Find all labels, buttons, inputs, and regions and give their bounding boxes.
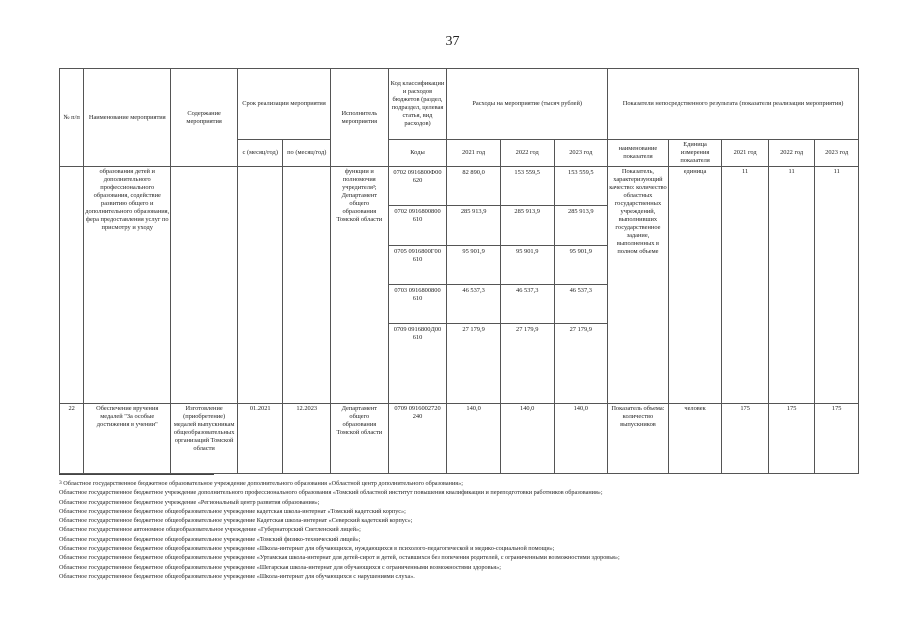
footnote-line: Областное государственное бюджетное общеобразовательное учреждение «Школа-интернат для обучающихся с нарушениями слуха». (59, 572, 415, 580)
amount-cell: 46 537,3 (447, 285, 500, 324)
amount-cell: 285 913,9 (501, 206, 554, 245)
header-executor: Исполнитель мероприятия (331, 69, 389, 167)
row1-2022 (500, 167, 554, 404)
header-ind-name: наименование показателя (608, 140, 669, 167)
row1-2021 (447, 167, 501, 404)
footnote-line: Областное государственное бюджетное учреждение дополнительного профессионального образования «Томский областной институт повышения квалификации и переподготовки работников образования»; (59, 489, 603, 497)
amount-cell: 153 559,5 (501, 167, 554, 206)
header-ind-unit: Единица измерения показателя (668, 140, 722, 167)
row2-i2023: 175 (815, 404, 859, 474)
row1-executor: функции и полномочия учредителя³; Департамент общего образования Томской области (331, 167, 389, 404)
footnote-line: Областное государственное бюджетное общеобразовательное учреждение Кадетская школа-интернат «Северский кадетский корпус»; (59, 517, 413, 525)
amount-cell: 95 901,9 (501, 246, 554, 285)
footnote-line: Областное государственное бюджетное общеобразовательное учреждение кадетская школа-интернат «Томский кадетский корпус»; (59, 507, 406, 515)
header-num: № п/п (60, 69, 84, 167)
header-i2023: 2023 год (815, 140, 859, 167)
footnote-line: Областное государственное бюджетное общеобразовательное учреждение «Томский физико-технический лицей»; (59, 535, 361, 543)
footnote-line: Областное государственное бюджетное общеобразовательное учреждение «Уртамская школа-интернат для детей-сирот и детей, оставшихся без попечения родителей, с ограниченными возможностями здоровья»; (59, 554, 620, 562)
amount-cell: 27 179,9 (569, 326, 592, 334)
header-y2023: 2023 год (554, 140, 608, 167)
row2-ind-unit: человек (668, 404, 722, 474)
code-cell: 0702 0916800Ф00 620 (389, 167, 447, 206)
header-from: с (месяц/год) (237, 140, 283, 167)
header-period: Срок реализации мероприятия (237, 69, 330, 140)
row2-to: 12.2023 (283, 404, 331, 474)
header-i2022: 2022 год (768, 140, 815, 167)
amount-cell: 46 537,3 (501, 285, 554, 324)
amount-cell: 27 179,9 (462, 326, 485, 334)
row1-from (237, 167, 283, 404)
header-to: по (месяц/год) (283, 140, 331, 167)
row2-num: 22 (60, 404, 84, 474)
page-number: 37 (445, 34, 460, 49)
header-y2021: 2021 год (447, 140, 501, 167)
row2-name: Обеспечение вручения медалей "За особые достижения в учении" (84, 404, 171, 474)
footnote-mark: 3 (59, 480, 62, 486)
row2-content: Изготовление (приобретение) медалей выпускникам общеобразовательных организаций Томской области (171, 404, 238, 474)
amount-cell: 153 559,5 (555, 167, 608, 206)
header-content: Содержание мероприятия (171, 69, 238, 167)
row2-ind-name: Показатель объема: количество выпускников (608, 404, 669, 474)
header-name: Наименование мероприятия (84, 69, 171, 167)
footnote-line: Областное государственное бюджетное общеобразовательное учреждение «Школа-интернат для обучающихся, нуждающихся в психолого-педагогической и медико-социальной помощи»; (59, 545, 555, 553)
header-y2022: 2022 год (500, 140, 554, 167)
row1-name: образования детей и дополнительного профессионального образования, содействие развитию общего и дополнительного образования, фера предоставления услуг по присмотру и уходу (84, 167, 171, 404)
table-row (60, 167, 859, 404)
row2-v2023: 140,0 (554, 404, 608, 474)
row1-i2021: 11 (722, 167, 769, 404)
header-row-1 (60, 69, 859, 140)
footnote-line: $^3$ Областное государственное бюджетное образовательное учреждение дополнительного образования «Областной центр дополнительного образования»; (59, 480, 463, 487)
row1-num (60, 167, 84, 404)
footnote-line: Областное государственное автономное общеобразовательное учреждение «Губернаторский Светленский лицей»; (59, 526, 361, 534)
activities-table (59, 68, 859, 474)
amount-cell: 95 901,9 (447, 246, 500, 285)
footnotes (59, 479, 859, 581)
row1-content (171, 167, 238, 404)
table-row (60, 404, 859, 474)
footnote-line: Областное государственное бюджетное учреждение «Региональный центр развития образования»; (59, 498, 320, 506)
row2-v2022: 140,0 (500, 404, 554, 474)
header-codes: Коды (388, 140, 447, 167)
row1-i2022: 11 (768, 167, 815, 404)
row1-codes (388, 167, 447, 404)
row2-from: 01.2021 (237, 404, 283, 474)
header-expenses: Расходы на мероприятие (тысяч рублей) (447, 69, 608, 140)
header-indicators: Показатели непосредственного результата (показатели реализации мероприятия) (608, 69, 859, 140)
header-code: Код классификации и расходов бюджетов (раздел, подраздел, целевая статья, вид расходов) (388, 69, 447, 140)
row1-i2023: 11 (815, 167, 859, 404)
code-cell: 0702 0916800800 610 (389, 206, 447, 245)
amount-cell: 82 890,0 (447, 167, 500, 206)
header-i2021: 2021 год (722, 140, 769, 167)
amount-cell: 46 537,3 (555, 285, 608, 324)
footnote-line: Областное государственное бюджетное общеобразовательное учреждение «Шегарская школа-интернат для обучающихся с ограниченными возможностями здоровья»; (59, 563, 501, 571)
row1-ind-name: Показатель, характеризующий качество: количество областных государственных учреждений, выполнивших государственное задание, выполненных в полном объеме (608, 167, 669, 404)
row2-i2021: 175 (722, 404, 769, 474)
row1-ind-unit: единица (668, 167, 722, 404)
row2-code: 0709 0916002720 240 (388, 404, 447, 474)
row2-i2022: 175 (768, 404, 815, 474)
row1-2023 (554, 167, 608, 404)
footnote-divider (59, 474, 214, 475)
amount-cell: 27 179,9 (516, 326, 539, 334)
row2-executor: Департамент общего образования Томской области (331, 404, 389, 474)
row1-to (283, 167, 331, 404)
amount-cell: 285 913,9 (447, 206, 500, 245)
amount-cell: 95 901,9 (555, 246, 608, 285)
row2-v2021: 140,0 (447, 404, 501, 474)
code-cell: 0709 0916800Д00 610 (393, 326, 442, 342)
code-cell: 0705 0916800Г00 610 (389, 246, 447, 285)
amount-cell: 285 913,9 (555, 206, 608, 245)
code-cell: 0703 0916800800 610 (389, 285, 447, 324)
